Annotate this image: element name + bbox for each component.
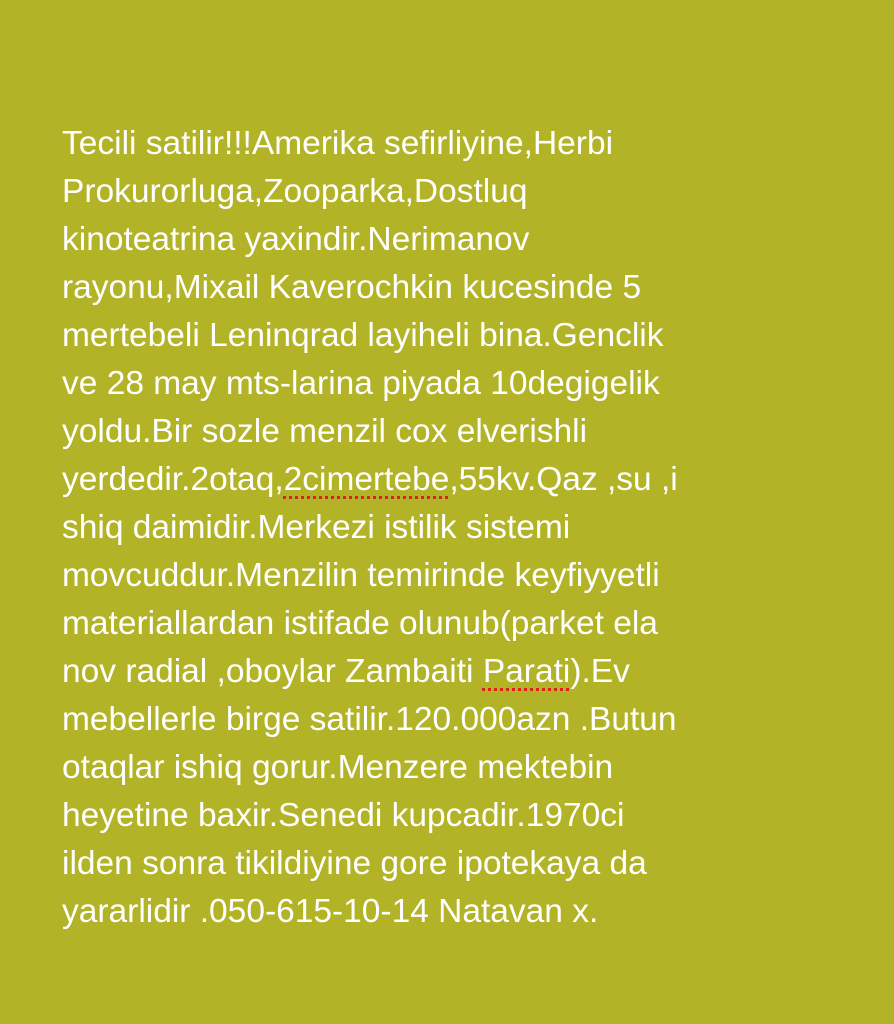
text-line xyxy=(62,456,852,504)
text-line xyxy=(62,264,852,312)
text-segment: ilden sonra tikildiyine gore ipotekaya da xyxy=(62,845,647,882)
text-line xyxy=(62,840,852,888)
text-line xyxy=(62,312,852,360)
text-line xyxy=(62,360,852,408)
text-line xyxy=(62,696,852,744)
text-segment: mertebeli Leninqrad layiheli bina.Genclik xyxy=(62,317,664,354)
text-segment: yoldu.Bir sozle menzil cox elverishli xyxy=(62,413,588,450)
text-segment: yararlidir .050-615-10-14 Natavan x. xyxy=(62,893,599,930)
text-segment: Tecili satilir!!!Amerika sefirliyine,Herbi xyxy=(62,125,614,162)
misspelled-word[interactable]: Parati xyxy=(482,653,571,690)
text-segment: mebellerle birge satilir.120.000azn .Butun xyxy=(62,701,677,738)
text-line xyxy=(62,744,852,792)
text-line xyxy=(62,552,852,600)
text-segment: yerdedir.2otaq, xyxy=(62,461,284,498)
text-segment: kinoteatrina yaxindir.Nerimanov xyxy=(62,221,530,258)
text-segment: materiallardan istifade olunub(parket ela xyxy=(62,605,658,642)
note-text-body[interactable] xyxy=(62,120,852,936)
text-line xyxy=(62,504,852,552)
text-line xyxy=(62,648,852,696)
text-line xyxy=(62,216,852,264)
text-segment: otaqlar ishiq gorur.Menzere mektebin xyxy=(62,749,614,786)
text-segment: ve 28 may mts-larina piyada 10degigelik xyxy=(62,365,660,402)
misspelled-word[interactable]: 2cimertebe xyxy=(283,461,450,498)
text-line xyxy=(62,888,852,936)
text-segment: nov radial ,oboylar Zambaiti xyxy=(62,653,483,690)
text-line xyxy=(62,168,852,216)
text-line xyxy=(62,408,852,456)
text-segment: shiq daimidir.Merkezi istilik sistemi xyxy=(62,509,571,546)
text-segment: Prokurorluga,Zooparka,Dostluq xyxy=(62,173,528,210)
text-line xyxy=(62,600,852,648)
text-segment: rayonu,Mixail Kaverochkin kucesinde 5 xyxy=(62,269,642,306)
text-segment: ).Ev xyxy=(570,653,630,690)
text-segment: movcuddur.Menzilin temirinde keyfiyyetli xyxy=(62,557,660,594)
text-line xyxy=(62,792,852,840)
text-segment: heyetine baxir.Senedi kupcadir.1970ci xyxy=(62,797,625,834)
text-segment: ,55kv.Qaz ,su ,i xyxy=(449,461,678,498)
text-line xyxy=(62,120,852,168)
